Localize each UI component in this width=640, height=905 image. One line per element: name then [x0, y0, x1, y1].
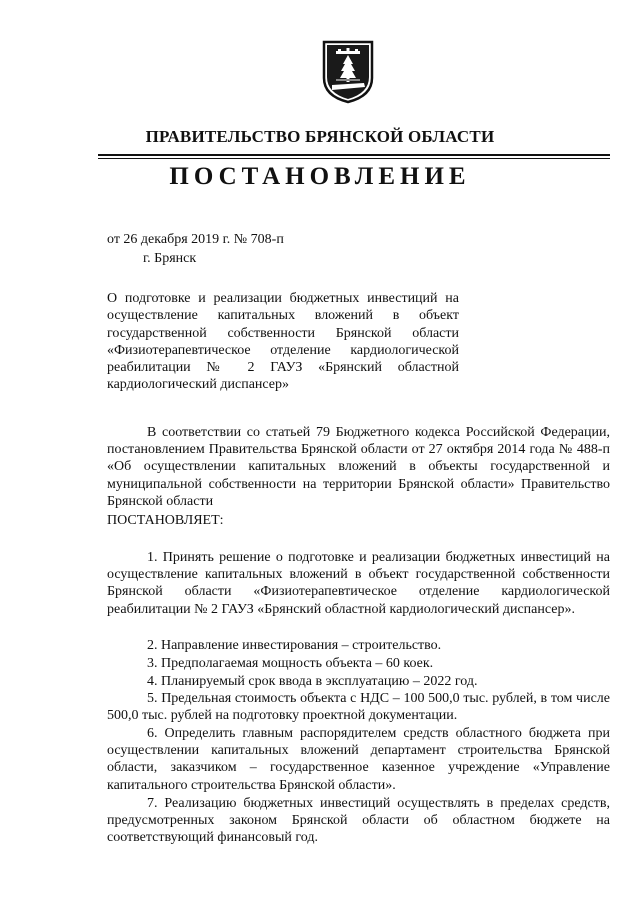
decree-subject: О подготовке и реализации бюджетных инвестиций на осуществление капитальных вложений в объект государственной собственности Брянской области «Физиотерапевтическое отделение кардиологической реабилитации № 2 ГАУЗ «Брянский областной кардиологический диспансер» — [107, 291, 459, 393]
decree-city: г. Брянск — [143, 251, 197, 266]
government-name: ПРАВИТЕЛЬСТВО БРЯНСКОЙ ОБЛАСТИ — [145, 127, 495, 146]
item-4: 4. Планируемый срок ввода в эксплуатацию – 2022 год. — [147, 674, 478, 689]
header-divider-thin — [98, 158, 610, 159]
item-3: 3. Предполагаемая мощность объекта – 60 коек. — [147, 656, 434, 671]
item-2: 2. Направление инвестирования – строительство. — [147, 638, 442, 653]
preamble-paragraph: В соответствии со статьей 79 Бюджетного кодекса Российской Федерации, постановлением Правительства Брянской области от 27 октября 2014 года № 488-п «Об осуществлении капитальных вложений в объекты государственной и муниципальной собственности на территории Брянской области» Правительство Брянской области — [107, 425, 610, 509]
document-type-title: ПОСТАНОВЛЕНИЕ — [169, 163, 471, 190]
decree-date-number: от 26 декабря 2019 г. № 708-п — [107, 232, 284, 247]
item-6: 6. Определить главным распорядителем средств областного бюджета при осуществлении капитальных вложений департамент строительства Брянской области, заказчиком – государственное казенное учреждение «Управление капитального строительства Брянской области». — [107, 726, 610, 793]
header-divider-thick — [98, 154, 610, 156]
item-7: 7. Реализацию бюджетных инвестиций осуществлять в пределах средств, предусмотренных законом Брянской области об областном бюджете на соответствующий финансовый год. — [107, 796, 610, 846]
bryansk-coat-of-arms-icon — [320, 38, 376, 104]
item-5: 5. Предельная стоимость объекта с НДС – 100 500,0 тыс. рублей, в том числе 500,0 тыс. рублей на подготовку проектной документации. — [107, 691, 610, 724]
item-1: 1. Принять решение о подготовке и реализации бюджетных инвестиций на осуществление капитальных вложений в объект государственной собственности Брянской области «Физиотерапевтическое отделение кардиологической реабилитации № 2 ГАУЗ «Брянский областной кардиологический диспансер». — [107, 550, 610, 617]
resolves-heading: ПОСТАНОВЛЯЕТ: — [107, 513, 224, 528]
